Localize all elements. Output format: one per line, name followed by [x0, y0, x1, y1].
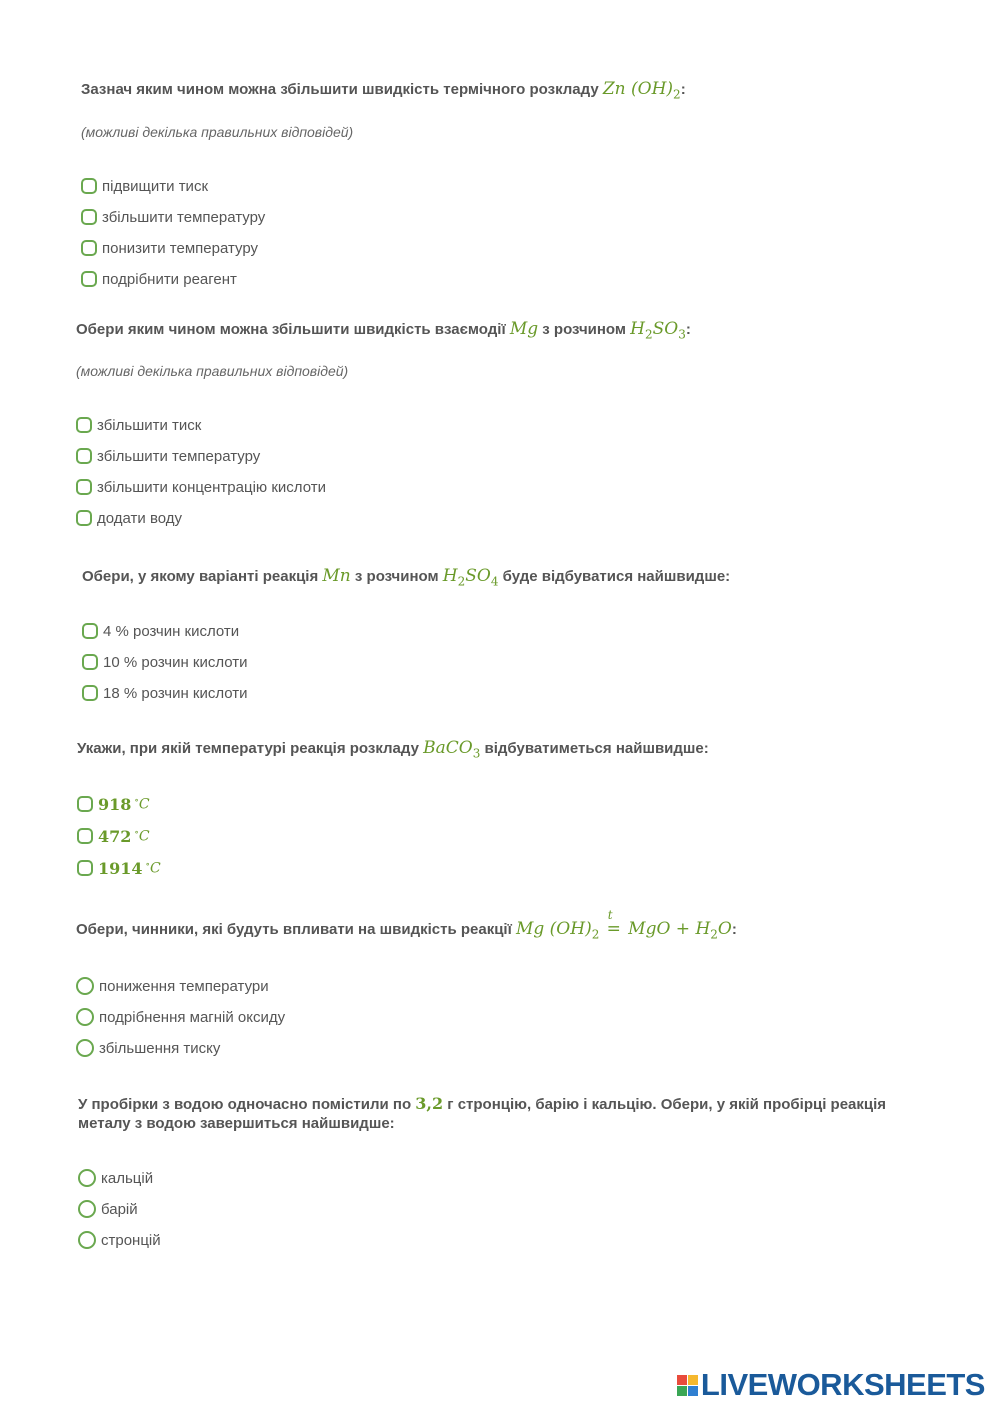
formula-mg: Mg — [509, 319, 539, 339]
radio[interactable] — [78, 1231, 96, 1249]
q3-option-2[interactable]: 10 % розчин кислоти — [82, 650, 248, 674]
q3-option-1[interactable]: 4 % розчин кислоти — [82, 619, 239, 643]
checkbox[interactable] — [81, 240, 97, 256]
q2-option-4[interactable]: додати воду — [76, 506, 182, 530]
reaction-arrow: t = — [606, 908, 621, 939]
q2-option-3[interactable]: збільшити концентрацію кислоти — [76, 475, 326, 499]
checkbox[interactable] — [81, 271, 97, 287]
logo-mark-icon — [677, 1375, 698, 1396]
checkbox[interactable] — [77, 860, 93, 876]
question-2-hint: (можливі декілька правильних відповідей) — [76, 363, 349, 379]
checkbox[interactable] — [77, 828, 93, 844]
q6-option-3[interactable]: стронцій — [78, 1228, 161, 1252]
q5-option-1[interactable]: пониження температури — [76, 974, 269, 998]
q4-option-2[interactable]: 472 ∘C — [77, 824, 150, 848]
liveworksheets-logo — [677, 1367, 985, 1403]
checkbox[interactable] — [81, 209, 97, 225]
checkbox[interactable] — [76, 417, 92, 433]
checkbox[interactable] — [82, 654, 98, 670]
celsius-unit: ∘C — [134, 827, 150, 845]
q1-option-2[interactable]: збільшити температуру — [81, 205, 265, 229]
checkbox[interactable] — [81, 178, 97, 194]
formula-reaction: Mg $(OH)_2$ t = MgO + $H_2O$ — [515, 908, 732, 942]
question-3-text: Обери, у якому варіанті реакція Mn з розчином $H_2SO_4$ буде відбуватися найшвидше: — [82, 566, 731, 589]
celsius-unit: ∘C — [134, 795, 150, 813]
question-4-text: Укажи, при якій температурі реакція розкладу BaCO$_3$ відбуватиметься найшвидше: — [77, 738, 709, 761]
formula-h2so3: $H_2SO_3$ — [630, 319, 686, 342]
q2-option-2[interactable]: збільшити температуру — [76, 444, 260, 468]
formula-zn-oh2: Zn $(OH)_2$ — [602, 79, 681, 102]
checkbox[interactable] — [76, 479, 92, 495]
question-6-text-line2: металу з водою завершиться найшвидше: — [78, 1115, 395, 1132]
formula-baco3: BaCO$_3$ — [423, 738, 481, 761]
checkbox[interactable] — [82, 623, 98, 639]
q5-option-3[interactable]: збільшення тиску — [76, 1036, 220, 1060]
q3-option-3[interactable]: 18 % розчин кислоти — [82, 681, 248, 705]
q4-option-3[interactable]: 1914 ∘C — [77, 856, 161, 880]
radio[interactable] — [76, 1039, 94, 1057]
radio[interactable] — [76, 1008, 94, 1026]
formula-mn: Mn — [322, 566, 351, 586]
q6-option-2[interactable]: барій — [78, 1197, 138, 1221]
number-3-2: 3,2 — [415, 1094, 444, 1113]
logo-text: LIVEWORKSHEETS — [700, 1367, 985, 1402]
radio[interactable] — [78, 1200, 96, 1218]
checkbox[interactable] — [76, 448, 92, 464]
question-1-hint: (можливі декілька правильних відповідей) — [81, 124, 354, 140]
q6-option-1[interactable]: кальцій — [78, 1166, 153, 1190]
question-6-text: У пробірки з водою одночасно помістили по 3,2 г стронцію, барію і кальцію. Обери, у якій пробірці реакція — [78, 1094, 887, 1113]
formula-h2so4: $H_2SO_4$ — [442, 566, 499, 589]
radio[interactable] — [76, 977, 94, 995]
q1-option-3[interactable]: понизити температуру — [81, 236, 258, 260]
checkbox[interactable] — [82, 685, 98, 701]
q1-option-4[interactable]: подрібнити реагент — [81, 267, 237, 291]
q4-option-1[interactable]: 918 ∘C — [77, 792, 150, 816]
q1-option-1[interactable]: підвищити тиск — [81, 174, 208, 198]
q2-option-1[interactable]: збільшити тиск — [76, 413, 201, 437]
celsius-unit: ∘C — [145, 859, 161, 877]
checkbox[interactable] — [76, 510, 92, 526]
radio[interactable] — [78, 1169, 96, 1187]
question-1-text: Зазнач яким чином можна збільшити швидкість термічного розкладу Zn $(OH)_2$: — [81, 79, 686, 102]
question-2-text: Обери яким чином можна збільшити швидкість взаємодії Mg з розчином $H_2SO_3$: — [76, 319, 691, 342]
question-5-text: Обери, чинники, які будуть впливати на швидкість реакції Mg $(OH)_2$ t = MgO + $H_2O$: — [76, 908, 737, 942]
q5-option-2[interactable]: подрібнення магній оксиду — [76, 1005, 285, 1029]
checkbox[interactable] — [77, 796, 93, 812]
